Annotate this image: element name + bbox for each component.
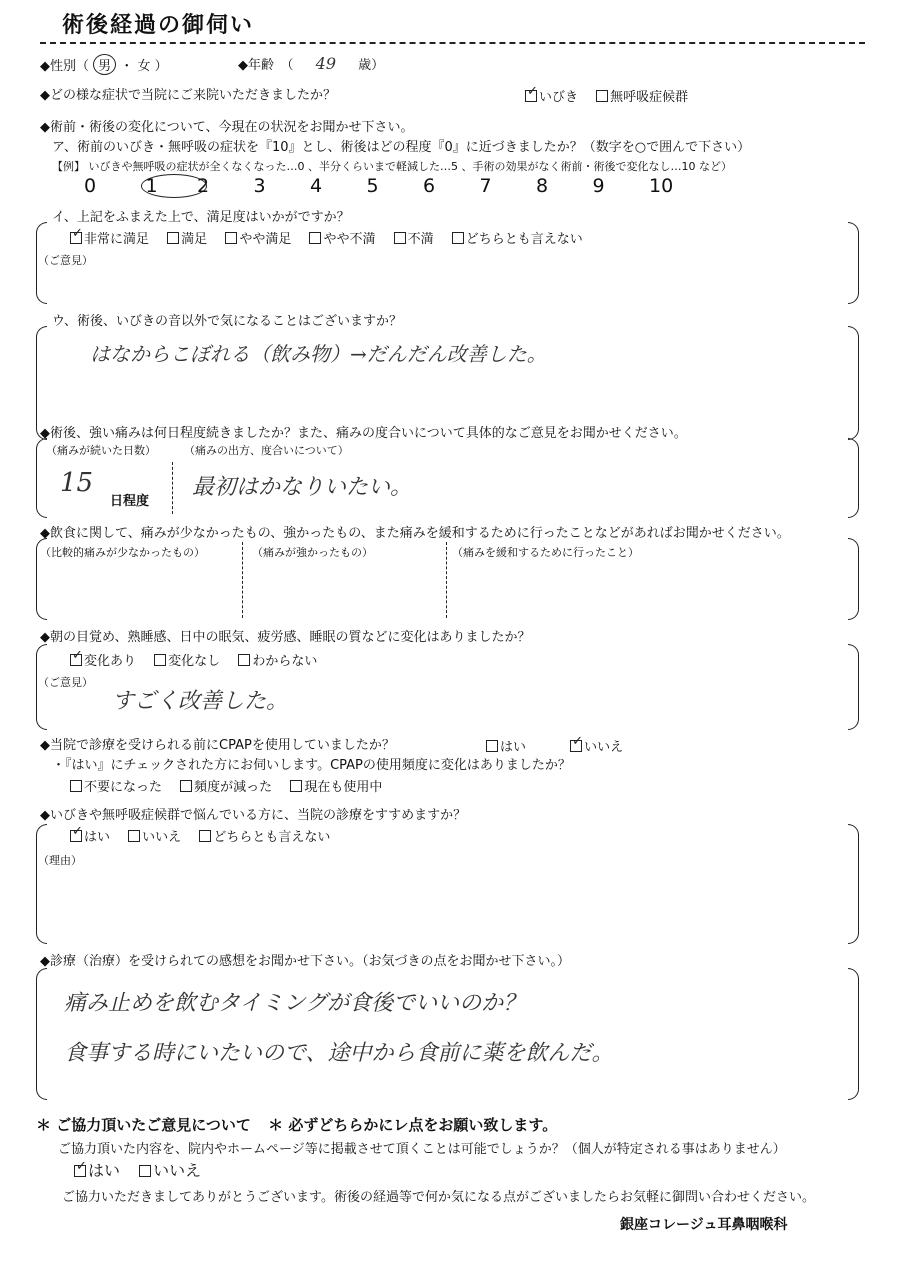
cpap-unneeded-label: 不要になった [84, 780, 163, 795]
impression-bracket-left [36, 968, 47, 1100]
satisfaction-options [70, 228, 597, 247]
food-divider-1 [242, 542, 243, 618]
symptom-snoring-label: いびき [539, 90, 579, 105]
recommend-bracket-left [36, 824, 47, 944]
footer-no-checkbox[interactable] [139, 1165, 151, 1177]
pain-detail-label: （痛みの出方、度合いについて） [184, 444, 349, 457]
food-col3-label: （痛みを緩和するために行ったこと） [452, 546, 639, 559]
food-col2-label: （痛みが強かったもの） [252, 546, 373, 559]
scale-2[interactable]: 2 [197, 175, 210, 197]
gender-female-option[interactable]: 女 [137, 59, 151, 74]
cpap-question: ◆当院で診療を受けられる前にCPAPを使用していましたか？ [40, 738, 395, 753]
pain-question: ◆術後、強い痛みは何日程度続きましたか？また、痛みの度合いについて具体的なご意見をお聞かせください。 [40, 426, 687, 441]
recommend-yes-checkbox[interactable] [70, 830, 82, 842]
satisfaction-comment-label: （ご意見） [38, 254, 93, 267]
recommend-options [70, 826, 344, 845]
cpap-subquestion: ・『はい』にチェックされた方にお伺いします。CPAPの使用頻度に変化はありましたか？ [52, 758, 571, 773]
page-title: 術後経過の御伺い [62, 13, 255, 38]
gender-label: ◆性別（ [40, 59, 89, 74]
cpap-yes-checkbox[interactable] [486, 740, 498, 752]
sleep-changed-checkbox[interactable] [70, 654, 82, 666]
recommend-bracket-right [848, 824, 859, 944]
scale-8[interactable]: 8 [536, 175, 549, 197]
sleep-nochange-label: 変化なし [168, 654, 221, 669]
cpap-reduced-checkbox[interactable] [180, 780, 192, 792]
sat-slight-dis-label: やや不満 [323, 232, 376, 247]
scale-7[interactable]: 7 [479, 175, 492, 197]
food-divider-2 [446, 542, 447, 618]
scale-4[interactable]: 4 [310, 175, 323, 197]
symptom-apnea-label: 無呼吸症候群 [610, 90, 689, 105]
footer-yes-checkbox[interactable] [74, 1165, 86, 1177]
sat-very-label: 非常に満足 [84, 232, 150, 247]
sleep-answer[interactable]: すごく改善した。 [112, 689, 289, 714]
recommend-yes-label: はい [84, 830, 111, 845]
food-question: ◆飲食に関して、痛みが少なかったもの、強かったもの、また痛みを緩和するために行ったことなどがあればお聞かせください。 [40, 526, 790, 541]
gender-row [40, 54, 168, 75]
pain-detail-value[interactable]: 最初はかなりいたい。 [192, 475, 413, 500]
gender-close: ） [154, 59, 168, 74]
cpap-sub-options [70, 776, 396, 795]
clinic-name: 銀座コレージュ耳鼻咽喉科 [620, 1217, 788, 1233]
footer-heading-2: ＊ 必ずどちらかにレ点をお願い致します。 [268, 1116, 558, 1134]
scale-3[interactable]: 3 [253, 175, 266, 197]
footer-no-label: いいえ [153, 1161, 202, 1180]
sat-slight-dis-checkbox[interactable] [309, 232, 321, 244]
sat-neutral-label: どちらとも言えない [465, 232, 583, 247]
title-divider [40, 42, 865, 44]
sat-neutral-checkbox[interactable] [452, 232, 464, 244]
sat-dis-label: 不満 [407, 232, 434, 247]
recommend-neutral-checkbox[interactable] [199, 830, 211, 842]
cpap-unneeded-checkbox[interactable] [70, 780, 82, 792]
sat-good-label: 満足 [181, 232, 208, 247]
footer-headings [36, 1114, 557, 1135]
food-col1-label: （比較的痛みが少なかったもの） [40, 546, 205, 559]
sleep-bracket-right [848, 644, 859, 730]
cpap-no-label: いいえ [584, 740, 624, 755]
recommend-reason-label: （理由） [38, 854, 82, 867]
cpap-yes-label: はい [500, 740, 527, 755]
sleep-options [70, 650, 331, 669]
scale-10[interactable]: 10 [649, 175, 674, 197]
cpap-still-label: 現在も使用中 [304, 780, 383, 795]
scale-6[interactable]: 6 [423, 175, 436, 197]
footer-options [74, 1158, 215, 1181]
pain-days-value[interactable]: 15 [60, 468, 94, 498]
sat-good-checkbox[interactable] [167, 232, 179, 244]
recommend-question: ◆いびきや無呼吸症候群で悩んでいる方に、当院の診療をすすめますか？ [40, 808, 467, 823]
scale-1-circled: 1 [141, 174, 208, 198]
sleep-unknown-checkbox[interactable] [238, 654, 250, 666]
other-answer[interactable]: はなからこぼれる（飲み物）→だんだん改善した。 [90, 342, 547, 366]
footer-thanks: ご協力いただきましてありがとうございます。術後の経過等で何か気になる点がございましたらお気軽に御問い合わせください。 [62, 1190, 815, 1205]
symptom-question: ◆どの様な症状で当院にご来院いただきましたか？ [40, 88, 336, 103]
sleep-question: ◆朝の目覚め、熟睡感、日中の眠気、疲労感、睡眠の質などに変化はありましたか？ [40, 630, 531, 645]
change-scale [84, 174, 706, 198]
cpap-still-checkbox[interactable] [290, 780, 302, 792]
pain-bracket-right [848, 438, 859, 518]
footer-question: ご協力頂いた内容を、院内やホームページ等に掲載させて頂くことは可能でしょうか？（個人が特定される事はありません） [58, 1142, 786, 1157]
pain-days-label: （痛みが続いた日数） [46, 444, 156, 457]
symptom-snoring-checkbox[interactable] [525, 90, 537, 102]
scale-0[interactable]: 0 [84, 175, 97, 197]
sleep-nochange-checkbox[interactable] [154, 654, 166, 666]
change-question: ◆術前・術後の変化について、今現在の状況をお聞かせ下さい。 [40, 120, 414, 135]
satisfaction-bracket-right [848, 222, 859, 304]
age-unit: 歳） [358, 58, 385, 73]
symptom-apnea-checkbox[interactable] [596, 90, 608, 102]
recommend-no-checkbox[interactable] [128, 830, 140, 842]
change-example: 【例】 いびきや無呼吸の症状が全くなくなった…0 、半分くらいまで軽減した…5 、手術の効果がなく術前・術後で変化なし…10 など） [52, 160, 732, 173]
scale-9[interactable]: 9 [592, 175, 605, 197]
footer-yes-label: はい [88, 1161, 121, 1180]
sleep-comment-label: （ご意見） [38, 676, 93, 689]
impression-bracket-right [848, 968, 859, 1100]
impression-line-2[interactable]: 食事する時にいたいので、途中から食前に薬を飲んだ。 [64, 1041, 614, 1066]
cpap-reduced-label: 頻度が減った [194, 780, 273, 795]
cpap-options [486, 736, 637, 755]
gender-sep: ・ [120, 59, 134, 74]
scale-5[interactable]: 5 [366, 175, 379, 197]
sat-very-checkbox[interactable] [70, 232, 82, 244]
sleep-changed-label: 変化あり [84, 654, 137, 669]
age-row [238, 54, 384, 73]
change-subquestion: ア、術前のいびき・無呼吸の症状を『10』とし、術後はどの程度『0』に近づきましたか？（数字を○で囲んで下さい） [52, 140, 751, 155]
recommend-no-label: いいえ [142, 830, 182, 845]
satisfaction-question: イ、上記をふまえた上で、満足度はいかがですか？ [52, 210, 350, 225]
food-bracket-right [848, 538, 859, 620]
impression-question: ◆診療（治療）を受けられての感想をお聞かせ下さい。（お気づきの点をお聞かせ下さい。） [40, 954, 570, 969]
pain-divider [172, 462, 173, 514]
scale-1[interactable] [141, 174, 198, 198]
gender-male-option[interactable]: 男 [93, 54, 116, 75]
impression-line-1[interactable]: 痛み止めを飲むタイミングが食後でいいのか？ [64, 991, 526, 1016]
sat-some-label: やや満足 [239, 232, 292, 247]
other-bracket-right [848, 326, 859, 440]
cpap-no-checkbox[interactable] [570, 740, 582, 752]
age-label: ◆年齢 （ [238, 58, 294, 73]
sat-dis-checkbox[interactable] [394, 232, 406, 244]
symptom-options [525, 86, 702, 105]
footer-heading-1: ＊ ご協力頂いたご意見について [36, 1116, 251, 1134]
age-value[interactable]: 49 [315, 54, 336, 73]
recommend-neutral-label: どちらとも言えない [213, 830, 331, 845]
sat-some-checkbox[interactable] [225, 232, 237, 244]
pain-days-unit: 日程度 [110, 494, 150, 509]
other-question: ウ、術後、いびきの音以外で気になることはございますか？ [52, 314, 402, 329]
sleep-unknown-label: わからない [252, 654, 318, 669]
